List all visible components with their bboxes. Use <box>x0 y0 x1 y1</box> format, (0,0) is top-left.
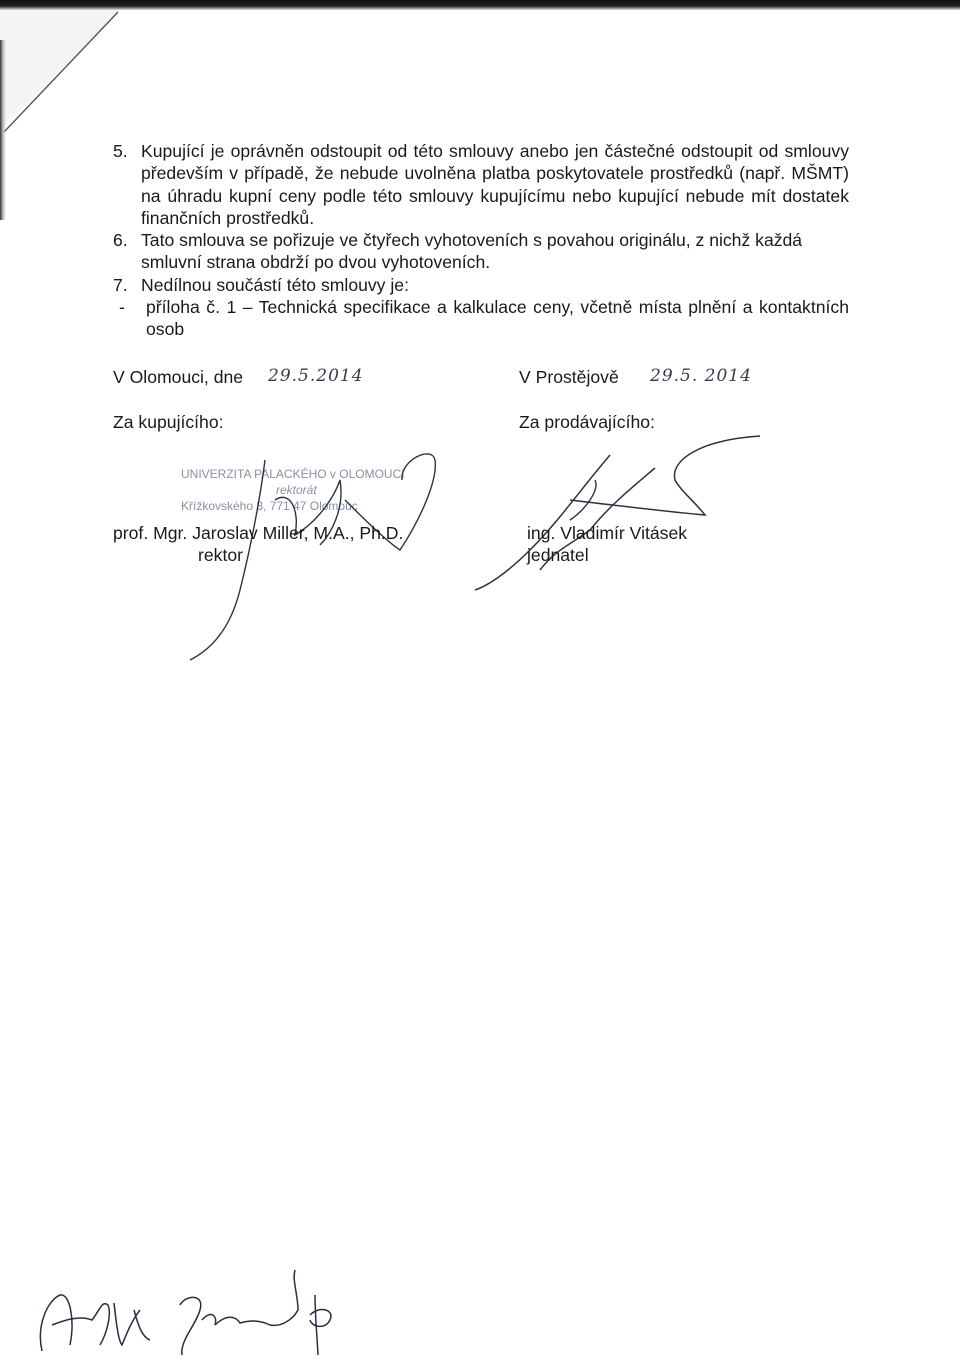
list-dash: - <box>119 297 125 318</box>
buyer-place-date <box>113 366 243 388</box>
buyer-role-label: Za kupujícího: <box>113 412 224 432</box>
contract-clauses <box>113 140 849 341</box>
stamp-line-1: UNIVERZITA PALACKÉHO v OLOMOUCI <box>181 467 405 481</box>
seller-role-label: Za prodávajícího: <box>519 412 655 432</box>
attachment-item <box>113 296 849 341</box>
clause-7 <box>113 274 849 296</box>
clause-number: 6. <box>113 230 128 251</box>
buyer-name: prof. Mgr. Jaroslav Miller, M.A., Ph.D. <box>113 523 404 543</box>
buyer-place-label: V Olomouci, dne <box>113 367 244 387</box>
scan-corner-shadow <box>0 0 120 140</box>
seller-place-label: V Prostějově <box>519 367 619 387</box>
scan-edge-left <box>0 40 6 220</box>
clause-text: Kupující je oprávněn odstoupit od této smlouvy anebo jen částečné odstoupit od smlouvy především v případě, že nebude uvolněna platba poskytovatele prostředků (např. MŠMT) na úhradu kupní ceny podle této smlouvy kupujícímu nebo kupující nebude mít dostatek finančních prostředků. <box>141 141 849 228</box>
seller-signature <box>470 430 770 600</box>
scan-edge-top <box>0 0 960 10</box>
page-initials <box>30 1265 360 1360</box>
buyer-date-handwritten: 29.5.2014 <box>268 366 364 386</box>
seller-date-handwritten: 29.5. 2014 <box>650 366 752 386</box>
seller-place-date <box>519 366 619 388</box>
clause-text: Tato smlouva se pořizuje ve čtyřech vyhotoveních s povahou originálu, z nichž každá smluvní strana obdrží po dvou vyhotoveních. <box>141 230 803 273</box>
clause-number: 5. <box>113 141 128 161</box>
clause-text: Nedílnou součástí této smlouvy je: <box>141 274 409 295</box>
clause-number: 7. <box>113 274 128 295</box>
attachment-text: příloha č. 1 – Technická specifikace a kalkulace ceny, včetně místa plnění a kontaktních osob <box>146 297 849 340</box>
stamp-line-2: rektorát <box>276 483 317 497</box>
seller-name: ing. Vladimír Vitásek <box>527 523 688 543</box>
clause-5 <box>113 140 849 229</box>
seller-title: jednatel <box>527 545 589 565</box>
stamp-line-3: Křížkovského 8, 771 47 Olomouc <box>181 499 358 513</box>
clause-6 <box>113 229 849 274</box>
buyer-title: rektor <box>198 545 243 565</box>
